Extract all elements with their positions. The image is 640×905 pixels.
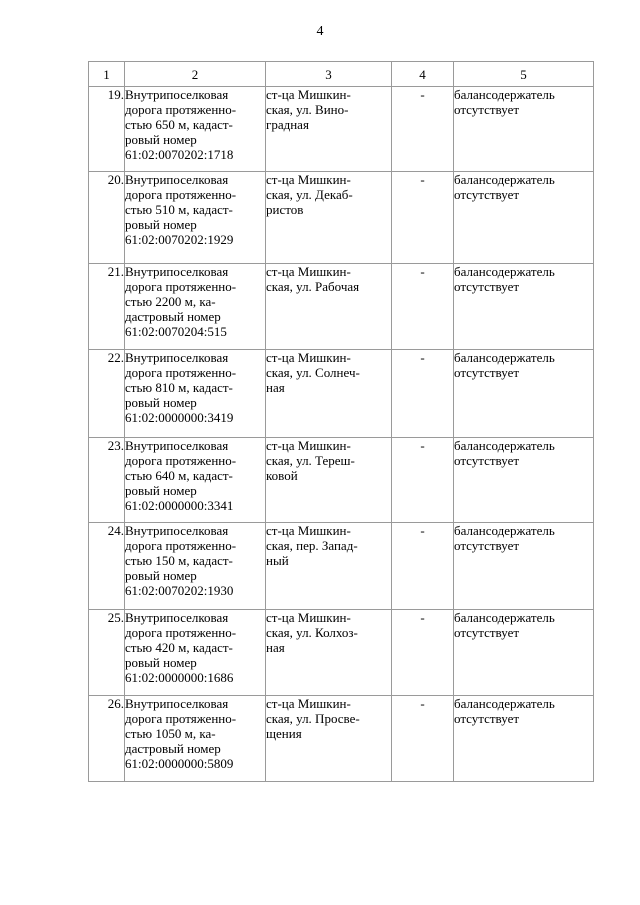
object-holder: - [392,523,454,610]
table-row [89,438,594,523]
object-status: балансодержатель отсутствует [454,172,594,264]
object-holder: - [392,438,454,523]
object-holder: - [392,87,454,172]
table-row [89,350,594,438]
object-address: ст-ца Мишкин- ская, ул. Просве- щения [266,696,392,782]
object-status: балансодержатель отсутствует [454,438,594,523]
column-header-status: 5 [454,62,594,87]
table-row [89,172,594,264]
object-holder: - [392,264,454,350]
table-row [89,610,594,696]
table-row [89,523,594,610]
object-name: Внутрипоселковая дорога протяженно- стью 510 м, кадаст- ровый номер 61:02:0070202:1929 [125,172,266,264]
column-header-address: 3 [266,62,392,87]
object-address: ст-ца Мишкин- ская, ул. Солнеч- ная [266,350,392,438]
table-row [89,87,594,172]
object-holder: - [392,172,454,264]
table-header-row [89,62,594,87]
row-number: 24. [89,523,125,610]
table-row [89,264,594,350]
object-holder: - [392,696,454,782]
object-status: балансодержатель отсутствует [454,87,594,172]
object-holder: - [392,610,454,696]
object-status: балансодержатель отсутствует [454,610,594,696]
row-number: 25. [89,610,125,696]
object-address: ст-ца Мишкин- ская, ул. Декаб- ристов [266,172,392,264]
object-name: Внутрипоселковая дорога протяженно- стью 810 м, кадаст- ровый номер 61:02:0000000:3419 [125,350,266,438]
table-row [89,696,594,782]
row-number: 20. [89,172,125,264]
object-holder: - [392,350,454,438]
object-address: ст-ца Мишкин- ская, ул. Рабочая [266,264,392,350]
object-name: Внутрипоселковая дорога протяженно- стью 420 м, кадаст- ровый номер 61:02:0000000:1686 [125,610,266,696]
page-number: 4 [316,24,324,39]
object-name: Внутрипоселковая дорога протяженно- стью 2200 м, ка- дастровый номер 61:02:0070204:515 [125,264,266,350]
object-name: Внутрипоселковая дорога протяженно- стью 640 м, кадаст- ровый номер 61:02:0000000:3341 [125,438,266,523]
row-number: 23. [89,438,125,523]
row-number: 21. [89,264,125,350]
object-name: Внутрипоселковая дорога протяженно- стью 150 м, кадаст- ровый номер 61:02:0070202:1930 [125,523,266,610]
column-header-number: 1 [89,62,125,87]
object-address: ст-ца Мишкин- ская, пер. Запад- ный [266,523,392,610]
object-address: ст-ца Мишкин- ская, ул. Тереш- ковой [266,438,392,523]
column-header-holder: 4 [392,62,454,87]
object-status: балансодержатель отсутствует [454,264,594,350]
column-header-name: 2 [125,62,266,87]
road-registry-table [88,61,594,782]
object-status: балансодержатель отсутствует [454,523,594,610]
object-name: Внутрипоселковая дорога протяженно- стью 650 м, кадаст- ровый номер 61:02:0070202:1718 [125,87,266,172]
object-status: балансодержатель отсутствует [454,696,594,782]
object-name: Внутрипоселковая дорога протяженно- стью 1050 м, ка- дастровый номер 61:02:0000000:5809 [125,696,266,782]
row-number: 22. [89,350,125,438]
row-number: 26. [89,696,125,782]
object-address: ст-ца Мишкин- ская, ул. Колхоз- ная [266,610,392,696]
object-status: балансодержатель отсутствует [454,350,594,438]
row-number: 19. [89,87,125,172]
object-address: ст-ца Мишкин- ская, ул. Вино- градная [266,87,392,172]
